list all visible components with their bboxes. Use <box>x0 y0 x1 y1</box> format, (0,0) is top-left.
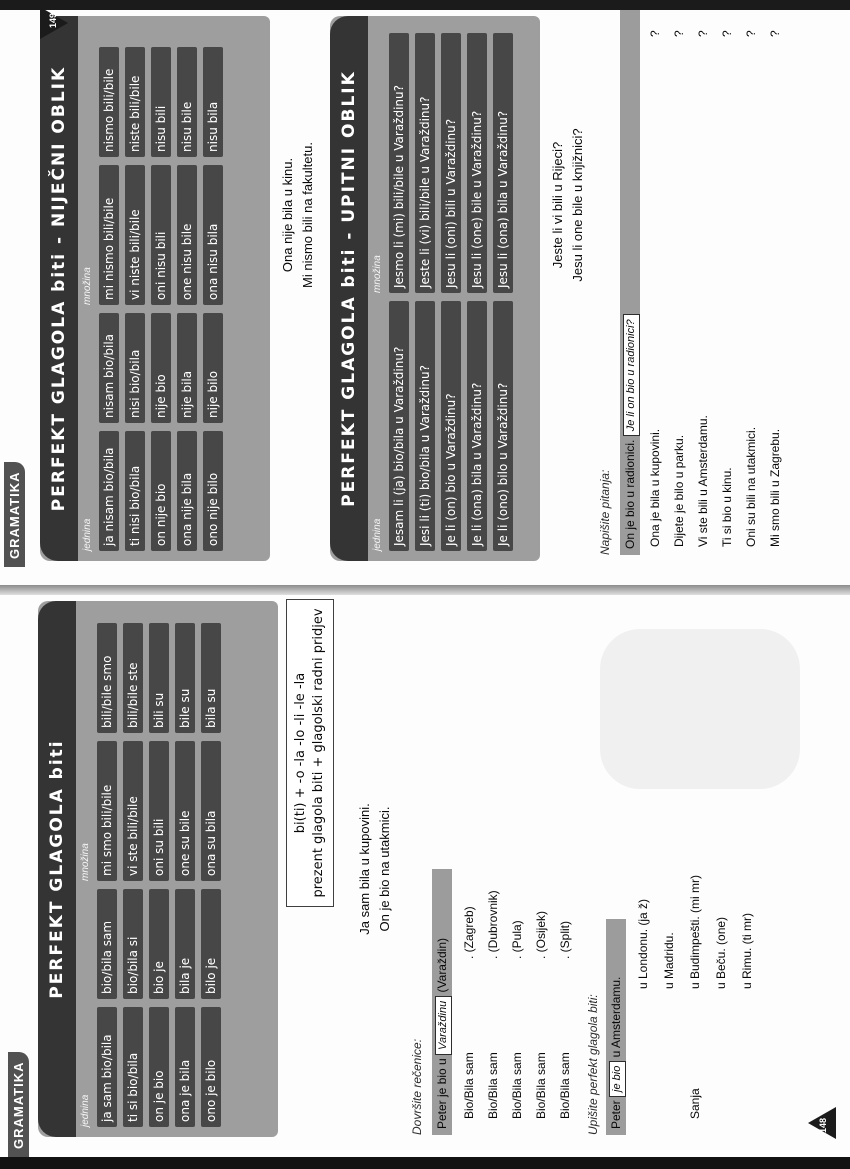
conjugation-cell: Jeste li (vi) bili/bile u Varaždinu? <box>415 33 435 293</box>
model-prefix: Peter je bio u <box>435 1058 449 1129</box>
conjugation-cell: ti si bio/bila <box>123 1007 143 1127</box>
example-sentence: Ja sam bila u kupovini. <box>357 803 372 935</box>
exercise-item <box>740 913 754 1119</box>
exercise-item: Mi smo bili u Zagrebu. <box>768 428 782 547</box>
exercise-item <box>462 906 476 1119</box>
column-header-plural: množina <box>372 255 383 293</box>
exercise-item <box>662 932 676 1119</box>
conjugation-cell: Jesu li (oni) bili u Varaždinu? <box>441 33 461 293</box>
exercise-item: Ti si bio u kinu. <box>720 467 734 547</box>
conjugation-cell: ja sam bio/bila <box>97 1007 117 1127</box>
conjugation-cell: Je li (ono) bilo u Varaždinu? <box>493 301 513 551</box>
question-table-section <box>330 16 540 561</box>
exercise-hint: . (Dubrovnik) <box>486 890 500 959</box>
conjugation-cell: mi nismo bili/bile <box>99 165 119 305</box>
conjugation-cell: on nije bio <box>151 431 171 551</box>
question-examples <box>548 45 588 365</box>
conjugation-cell: nije bio <box>151 313 171 423</box>
bleed-through-illustration <box>600 629 800 789</box>
exercise-model-bar <box>432 869 452 1135</box>
conjugation-cell: Je li (ona) bila u Varaždinu? <box>467 301 487 551</box>
conjugation-cell: nisu bila <box>203 47 223 157</box>
negative-conjugation-grid <box>78 16 231 561</box>
answer-question-mark: ? <box>648 30 662 37</box>
conjugation-cell: mi smo bili/bile <box>97 741 117 881</box>
exercise-item: Vi ste bili u Amsterdamu. <box>696 415 710 547</box>
exercise-hint: . (Zagreb) <box>462 906 476 959</box>
column-header-singular: jednina <box>372 518 383 551</box>
conjugation-cell: bila su <box>201 623 221 733</box>
conjugation-cell: oni su bili <box>149 741 169 881</box>
conjugation-cell: one su bile <box>175 741 195 881</box>
conjugation-cell: ja nisam bio/bila <box>99 431 119 551</box>
corner-label: GRAMATIKA <box>4 462 25 567</box>
example-sentence: Jesu li one bile u knjižnici? <box>570 128 585 282</box>
conjugation-cell: nisi bio/bila <box>125 313 145 423</box>
model-suffix: u Amsterdamu. <box>609 976 623 1058</box>
conjugation-cell: on je bio <box>149 1007 169 1127</box>
left-page <box>0 585 850 1169</box>
negative-examples <box>278 65 318 365</box>
example-sentence: Mi nismo bili na fakultetu. <box>300 142 315 288</box>
conjugation-cell: bila je <box>175 889 195 999</box>
conjugation-cell: nije bila <box>177 313 197 423</box>
model-answer: Je li on bio u radionici? <box>623 314 640 436</box>
exercise-item <box>486 890 500 1119</box>
page-number-marker <box>40 7 68 39</box>
model-answer: je bio <box>609 1061 626 1097</box>
conjugation-cell: bio/bila si <box>123 889 143 999</box>
conjugation-cell: Jesu li (ona) bila u Varaždinu? <box>493 33 513 293</box>
conjugation-cell: Jesmo li (mi) bili/bile u Varaždinu? <box>389 33 409 293</box>
exercise-item <box>714 917 728 1119</box>
conjugation-cell: oni nisu bili <box>151 165 171 305</box>
conjugation-cell: bile su <box>175 623 195 733</box>
page-number: 149 <box>48 13 58 29</box>
exercise-model-bar <box>620 9 640 555</box>
formula-box <box>286 599 334 907</box>
conjugation-cell: vi niste bili/bile <box>125 165 145 305</box>
conjugation-cell: nije bilo <box>203 313 223 423</box>
conjugation-cell: niste bili/bile <box>125 47 145 157</box>
answer-question-mark: ? <box>672 30 686 37</box>
exercise-subject: Bio/Bila sam <box>510 1052 524 1119</box>
exercise-hint: . (Osijek) <box>534 911 548 959</box>
conjugation-cell: Je li (on) bio u Varaždinu? <box>441 301 461 551</box>
exercise-text: u Londonu. (ja ž) <box>636 898 650 989</box>
page-number: 148 <box>818 1117 828 1133</box>
column-header-plural: množina <box>82 267 93 305</box>
conjugation-cell: nisu bili <box>151 47 171 157</box>
exercise-instruction: Napišite pitanja: <box>598 469 612 555</box>
exercise-hint: . (Pula) <box>510 920 524 959</box>
question-conjugation-grid <box>368 16 521 561</box>
conjugation-cell: one nisu bile <box>177 165 197 305</box>
model-answer: Varaždinu <box>435 996 452 1055</box>
section-title: PERFEKT GLAGOLA biti - NIJEČNI OBLIK <box>40 16 78 561</box>
exercise-text: u Beču. (one) <box>714 916 728 989</box>
answer-question-mark: ? <box>744 30 758 37</box>
column-header-plural: množina <box>80 843 91 881</box>
answer-question-mark: ? <box>720 30 734 37</box>
examples <box>355 719 395 1019</box>
section-title: PERFEKT GLAGOLA biti - UPITNI OBLIK <box>330 16 368 561</box>
corner-label: GRAMATIKA <box>8 1052 29 1157</box>
model-prefix: On je bio u radionici. <box>623 439 637 549</box>
exercise-item <box>688 875 702 1119</box>
exercise-subject: Sanja <box>688 1088 702 1119</box>
conjugation-cell: Jesu li (one) bile u Varaždinu? <box>467 33 487 293</box>
exercise-instruction: Upišite perfekt glagola biti: <box>586 994 600 1135</box>
exercise-item <box>510 920 524 1119</box>
scan-edge <box>0 0 850 10</box>
example-sentence: On je bio na utakmici. <box>377 806 392 932</box>
scan-edge <box>0 1157 850 1169</box>
formula-line: prezent glagola biti + glagolski radni pridjev <box>311 608 326 898</box>
exercise-hint: . (Split) <box>558 920 572 959</box>
conjugation-cell: ona su bila <box>201 741 221 881</box>
conjugation-cell: ona nisu bila <box>203 165 223 305</box>
column-header-singular: jednina <box>82 518 93 551</box>
exercise-item: Dijete je bilo u parku. <box>672 434 686 547</box>
conjugation-cell: ti nisi bio/bila <box>125 431 145 551</box>
conjugation-cell: bili/bile smo <box>97 623 117 733</box>
conjugation-cell: nisam bio/bila <box>99 313 119 423</box>
answer-question-mark: ? <box>696 30 710 37</box>
conjugation-cell: nisu bile <box>177 47 197 157</box>
negative-table-section <box>40 16 270 561</box>
conjugation-cell: Jesam li (ja) bio/bila u Varaždinu? <box>389 301 409 551</box>
exercise-subject: Bio/Bila sam <box>462 1052 476 1119</box>
perfect-table-section <box>38 601 278 1137</box>
model-prefix: Peter <box>609 1100 623 1129</box>
exercise-text: u Rimu. (ti mr) <box>740 913 754 989</box>
conjugation-cell: vi ste bili/bile <box>123 741 143 881</box>
exercise-subject: Bio/Bila sam <box>486 1052 500 1119</box>
conjugation-cell: nismo bili/bile <box>99 47 119 157</box>
conjugation-cell: ona nije bila <box>177 431 197 551</box>
conjugation-cell: bio je <box>149 889 169 999</box>
section-title: PERFEKT GLAGOLA biti <box>38 601 76 1137</box>
exercise-instruction: Dovršite rečenice: <box>410 1038 424 1135</box>
exercise-item <box>636 899 650 1119</box>
conjugation-cell: bio/bila sam <box>97 889 117 999</box>
page-number-marker <box>808 1107 836 1139</box>
conjugation-cell: ona je bila <box>175 1007 195 1127</box>
exercise-subject: Bio/Bila sam <box>534 1052 548 1119</box>
example-sentence: Jeste li vi bili u Rijeci? <box>550 141 565 269</box>
conjugation-grid <box>76 601 229 1137</box>
exercise-item <box>534 911 548 1119</box>
answer-question-mark: ? <box>768 30 782 37</box>
formula-line: bi(ti) + -o -la -lo -li -le -la <box>293 672 308 834</box>
conjugation-cell: bili/bile ste <box>123 623 143 733</box>
exercise-item <box>558 921 572 1119</box>
conjugation-cell: bili su <box>149 623 169 733</box>
exercise-item: Ona je bila u kupovini. <box>648 428 662 547</box>
example-sentence: Ona nije bila u kinu. <box>280 157 295 273</box>
conjugation-cell: ono je bilo <box>201 1007 221 1127</box>
exercise-item: Oni su bili na utakmici. <box>744 426 758 547</box>
exercise-text: u Budimpešti. (mi mr) <box>688 874 702 989</box>
conjugation-cell: bilo je <box>201 889 221 999</box>
exercise-model-bar <box>606 919 626 1135</box>
exercise-text: u Madridu. <box>662 932 676 989</box>
conjugation-cell: ono nije bilo <box>203 431 223 551</box>
exercise-subject: Bio/Bila sam <box>558 1052 572 1119</box>
column-header-singular: jednina <box>80 1094 91 1127</box>
conjugation-cell: Jesi li (ti) bio/bila u Varaždinu? <box>415 301 435 551</box>
model-hint: (Varaždin) <box>435 938 449 993</box>
